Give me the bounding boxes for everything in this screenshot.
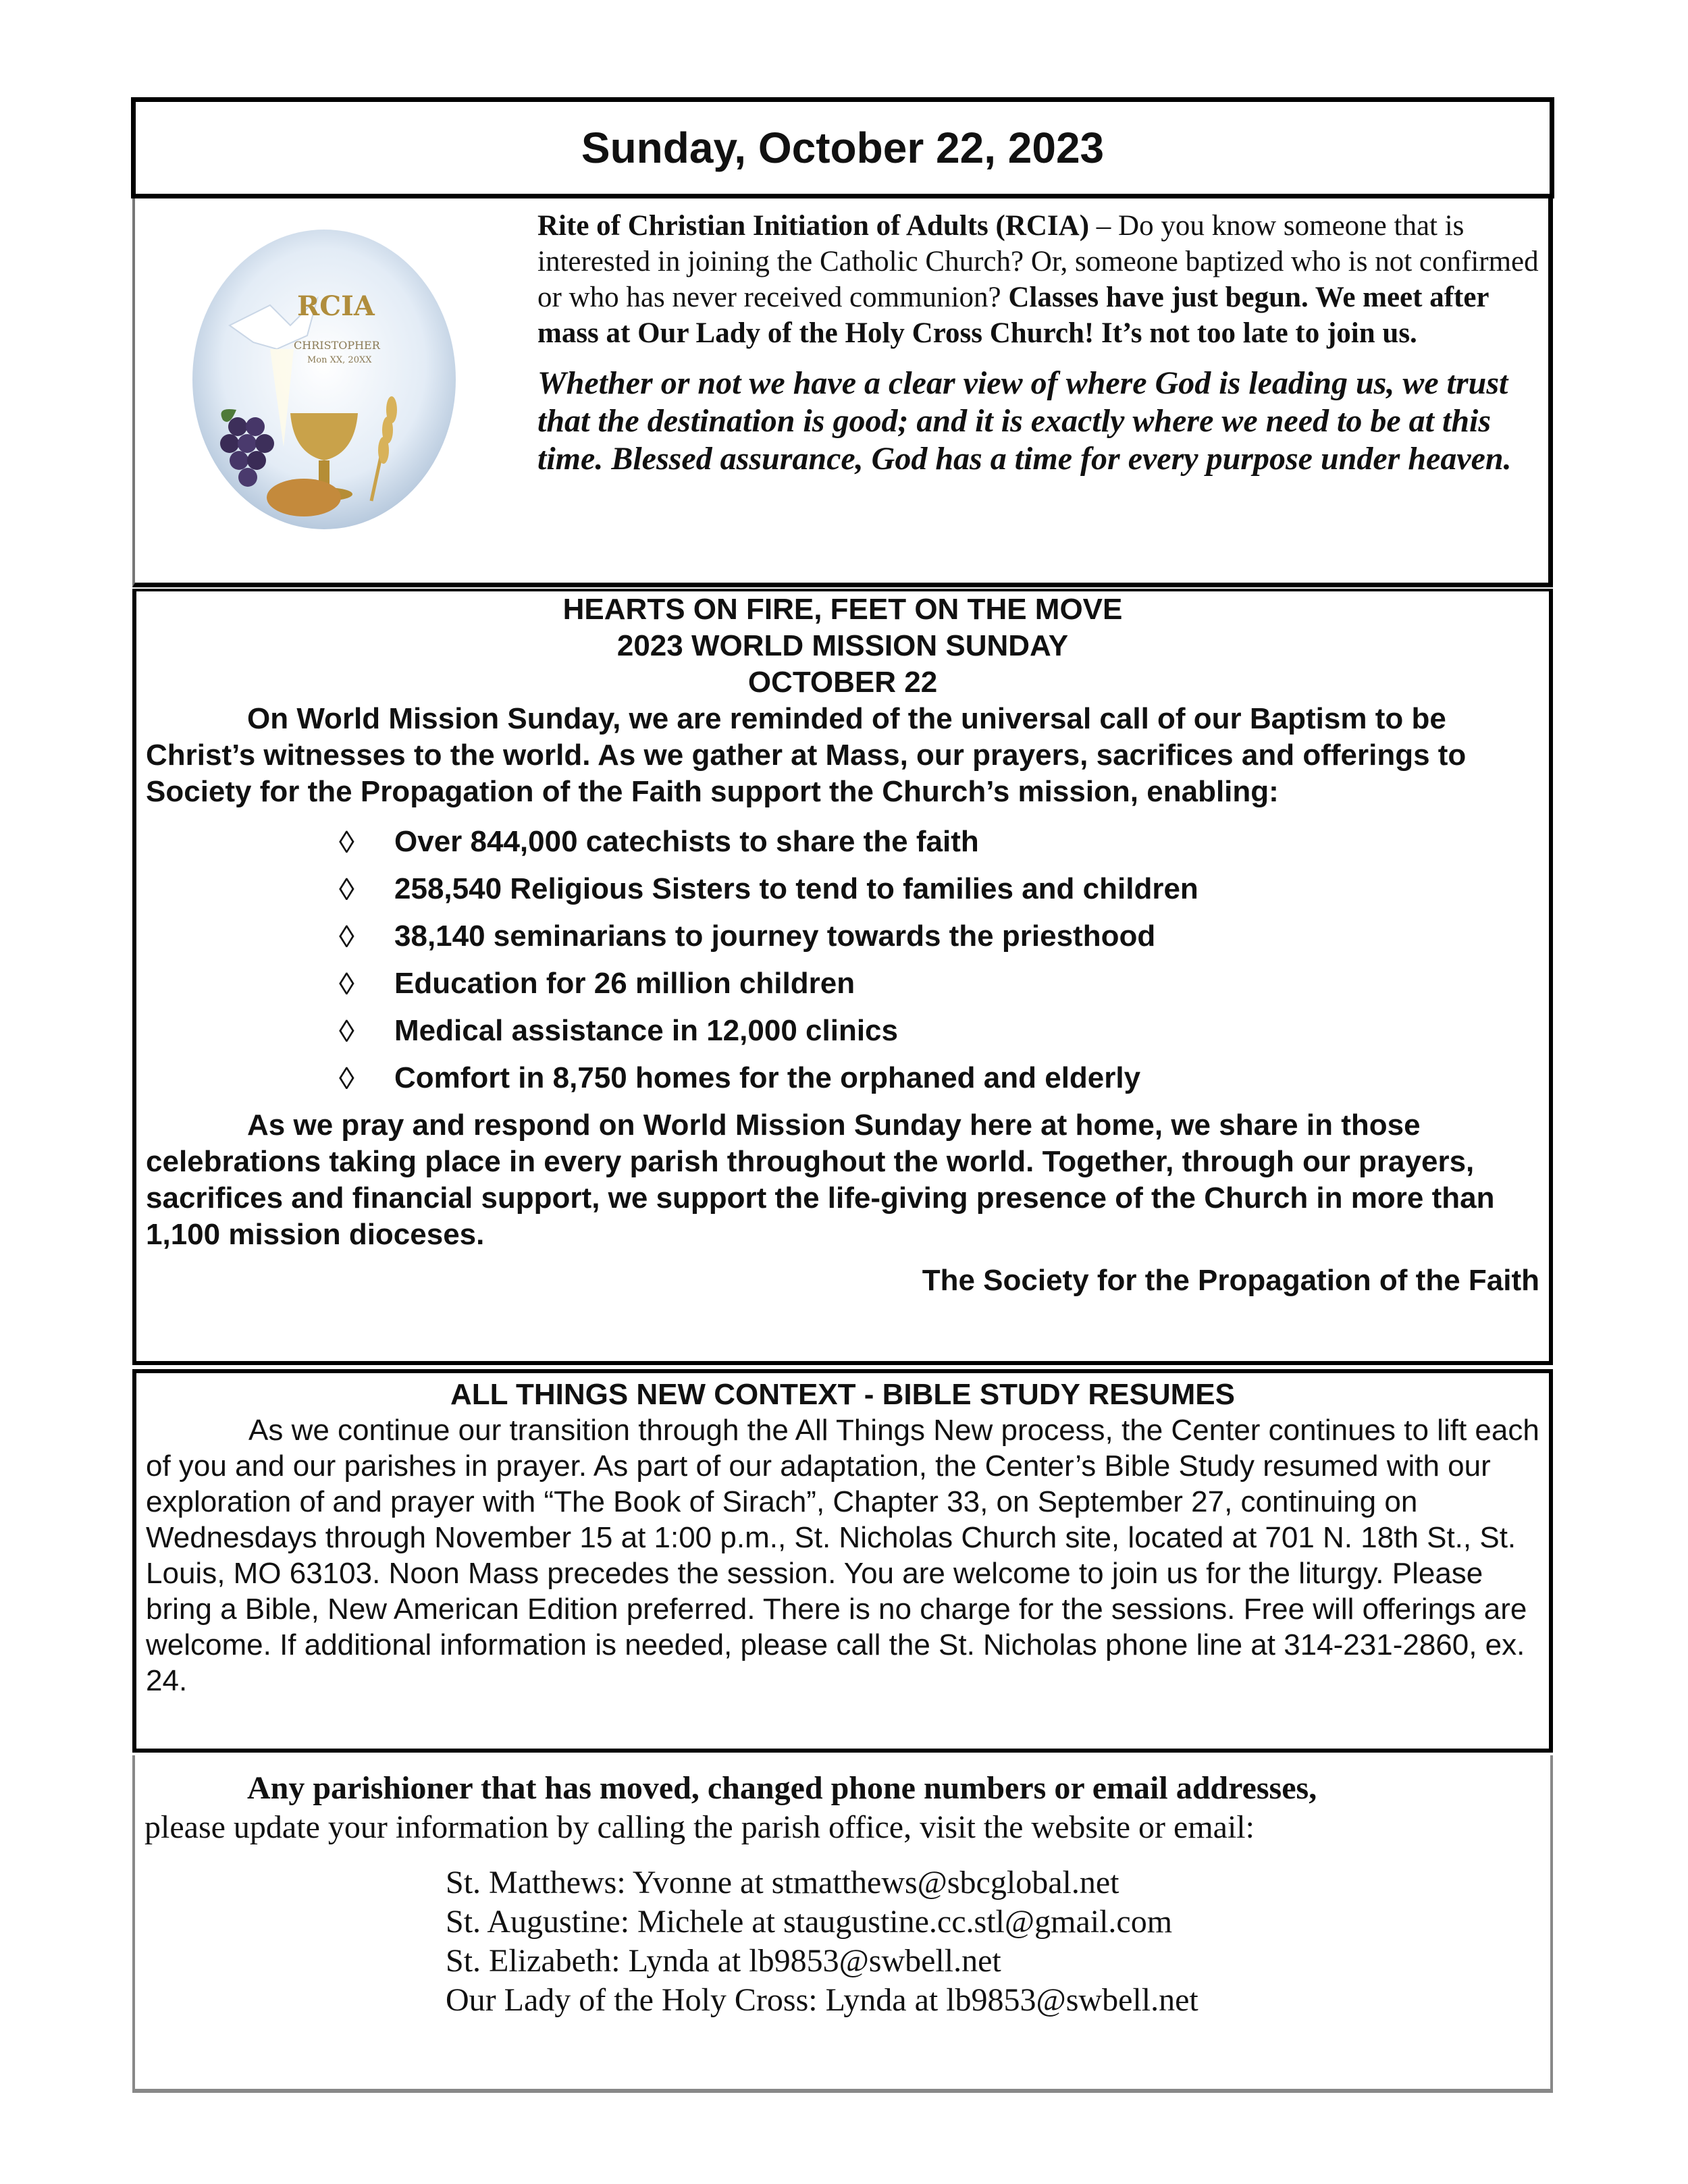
bread-icon [267, 479, 341, 516]
diamond-bullet-icon: ◊ [339, 872, 354, 907]
update-bold-text: Any parishioner that has moved, changed phone numbers or email addresses, [247, 1770, 1317, 1806]
diamond-bullet-icon: ◊ [339, 1061, 354, 1096]
bible-study-section [132, 1369, 1553, 1753]
bullet-text: 38,140 seminarians to journey towards the priesthood [394, 920, 1156, 953]
rcia-text [537, 208, 1544, 478]
rcia-highlight: Classes have just begun. We meet after mass at Our Lady of the Holy Cross Church! It’s not too late to join us. [537, 282, 1489, 349]
contact-item-holy-cross: Our Lady of the Holy Cross: Lynda at lb9853@swbell.net [446, 1982, 1198, 2018]
bible-study-body: As we continue our transition through the All Things New process, the Center continues to lift each of you and our parishes in prayer. As part of our adaptation, the Center’s Bible Study resumed with our exploration of and prayer with “The Book of Sirach”, Chapter 33, on September 27, continuing on Wednesdays through November 15 at 1:00 p.m., St. Nicholas Church site, located at 701 N. 18th St., St. Louis, MO 63103. Noon Mass precedes the session. You are welcome to join us for the liturgy. Please bring a Bible, New American Edition preferred. There is no charge for the sessions. Free will offerings are welcome. If additional information is needed, please call the St. Nicholas phone line at 314-231-2860, ex. 24. [146, 1414, 1539, 1697]
update-rest-text: please update your information by calling the parish office, visit the website or email: [144, 1809, 1255, 1845]
contact-update-section [132, 1755, 1553, 2093]
mission-paragraph-2: As we pray and respond on World Mission Sunday here at home, we share in those celebrations taking place in every parish throughout the world. Together, through our prayers, sacrifices and financial support, we support the life-giving presence of the Church in more than 1,100 mission dioceses. [146, 1109, 1495, 1251]
world-mission-section [132, 589, 1553, 1365]
contact-list [446, 1863, 1550, 2020]
contact-item-st-elizabeth: St. Elizabeth: Lynda at lb9853@swbell.net [446, 1943, 1001, 1979]
rcia-quote: Whether or not we have a clear view of where God is leading us, we trust that the destination is good; and it is exactly where we need to be at this time. Blessed assurance, God has a time for every purpose under heaven. [537, 365, 1512, 477]
bible-study-heading: ALL THINGS NEW CONTEXT - BIBLE STUDY RESUMES [450, 1378, 1235, 1411]
date-title-box [131, 97, 1554, 198]
diamond-bullet-icon: ◊ [339, 966, 354, 1001]
logo-date-text: Mon XX, 20XX [307, 355, 372, 365]
rcia-section [132, 198, 1553, 587]
bullet-text: 258,540 Religious Sisters to tend to families and children [394, 872, 1198, 905]
rcia-heading: Rite of Christian Initiation of Adults (RCIA) [537, 210, 1090, 242]
diamond-bullet-icon: ◊ [339, 824, 354, 859]
contact-item-st-matthews: St. Matthews: Yvonne at stmatthews@sbcglobal.net [446, 1865, 1119, 1900]
list-item [339, 960, 1549, 1007]
rcia-logo-image [189, 224, 459, 535]
diamond-bullet-icon: ◊ [339, 1013, 354, 1048]
bullet-text: Education for 26 million children [394, 967, 855, 1000]
list-item [339, 1007, 1549, 1055]
bullet-text: Medical assistance in 12,000 clinics [394, 1014, 898, 1047]
mission-paragraph-1: On World Mission Sunday, we are reminded of the universal call of our Baptism to be Christ’s witnesses to the world. As we gather at Mass, our prayers, sacrifices and offerings to Society for the Propagation of the Faith support the Church’s mission, enabling: [146, 702, 1467, 808]
mission-signature: The Society for the Propagation of the Faith [922, 1264, 1539, 1297]
mission-heading-3: OCTOBER 22 [747, 666, 938, 699]
mission-bullet-list [136, 818, 1549, 1102]
list-item [339, 818, 1549, 865]
rcia-intro: – Do you know someone that is interested in joining the Catholic Church? Or, someone baptized who is not confirmed or who has never received communion? [537, 210, 1539, 313]
mission-heading-1: HEARTS ON FIRE, FEET ON THE MOVE [562, 593, 1123, 626]
list-item [339, 865, 1549, 913]
bullet-text: Over 844,000 catechists to share the faith [394, 825, 979, 858]
mission-heading-2: 2023 WORLD MISSION SUNDAY [616, 629, 1069, 662]
list-item [339, 913, 1549, 960]
logo-rcia-text: RCIA [297, 290, 375, 322]
page-title: Sunday, October 22, 2023 [581, 124, 1105, 172]
list-item [339, 1055, 1549, 1102]
rcia-paragraph [537, 208, 1544, 351]
contact-item-st-augustine: St. Augustine: Michele at staugustine.cc.stl@gmail.com [446, 1904, 1173, 1940]
update-intro [144, 1769, 1541, 1847]
logo-name-text: CHRISTOPHER [294, 339, 380, 352]
bullet-text: Comfort in 8,750 homes for the orphaned and elderly [394, 1061, 1141, 1094]
diamond-bullet-icon: ◊ [339, 919, 354, 954]
